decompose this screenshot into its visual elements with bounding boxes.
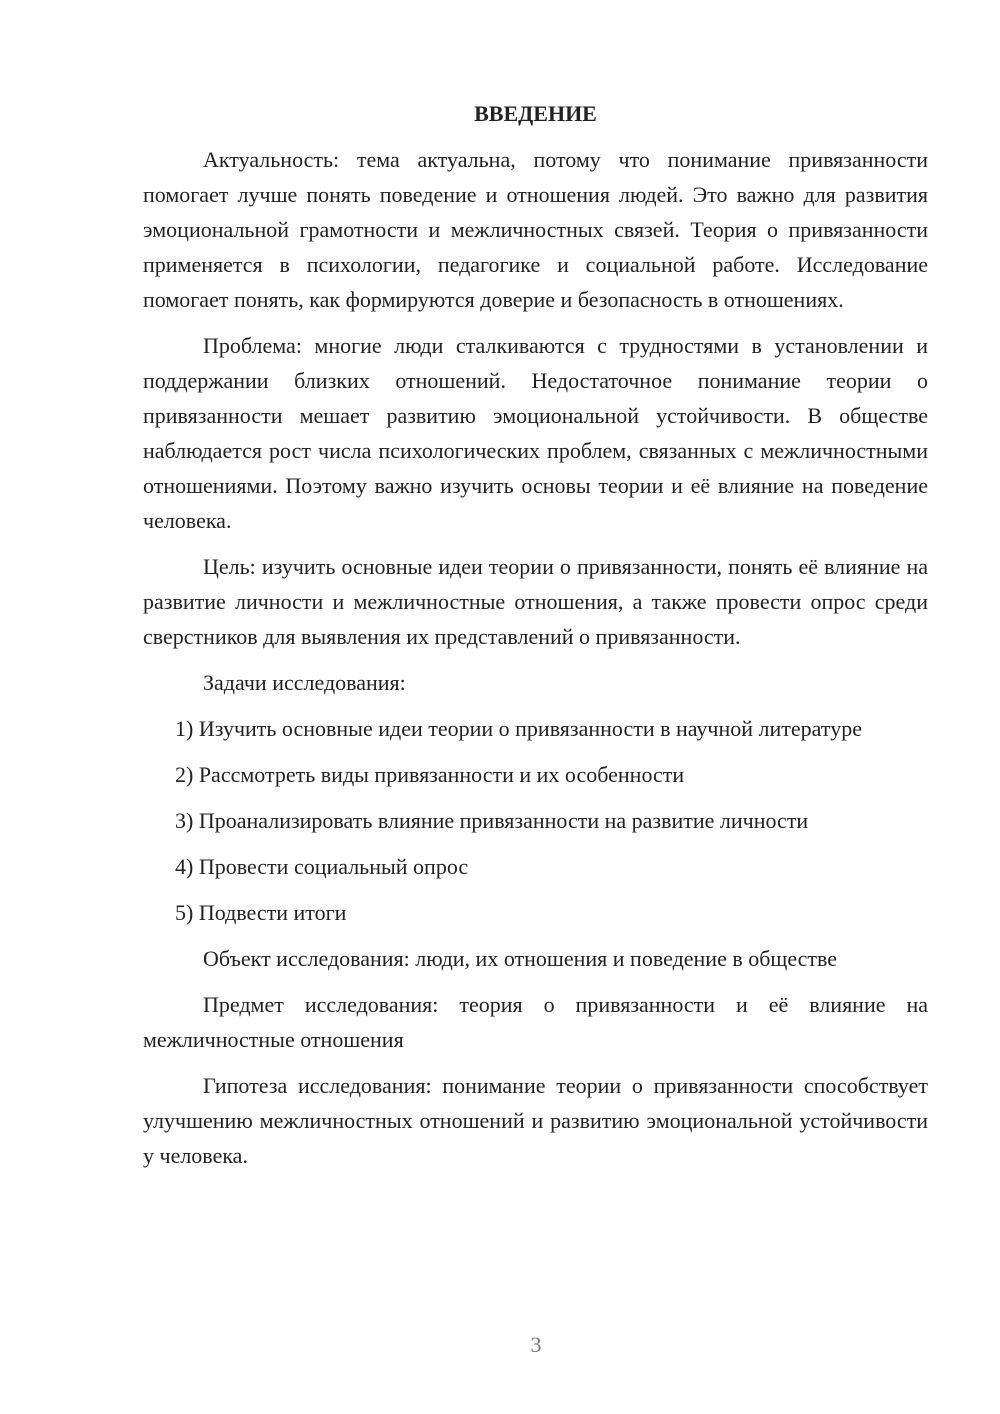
task-item-5: 5) Подвести итоги (175, 900, 347, 925)
paragraph-problem: Проблема: многие люди сталкиваются с трудностями в установлении и поддержании близких отношений. Недостаточное понимание теории о привязанности мешает развитию эмоциональной устойчивости. В обществе наблюдается рост числа психологических проблем, связанных с межличностными отношениями. Поэтому важно изучить основы теории и её влияние на поведение человека. (143, 333, 928, 533)
page-content (143, 96, 928, 1184)
task-item-4: 4) Провести социальный опрос (175, 854, 469, 879)
page-number: 3 (530, 1332, 542, 1357)
section-heading: ВВЕДЕНИЕ (474, 101, 597, 126)
paragraph-subject: Предмет исследования: теория о привязанности и её влияние на межличностные отношения (143, 992, 928, 1052)
task-item-2: 2) Рассмотреть виды привязанности и их особенности (175, 762, 685, 787)
paragraph-object: Объект исследования: люди, их отношения и поведение в обществе (203, 946, 838, 971)
paragraph-relevance: Актуальность: тема актуальна, потому что понимание привязанности помогает лучше понять поведение и отношения людей. Это важно для развития эмоциональной грамотности и межличностных связей. Теория о привязанности применяется в психологии, педагогике и социальной работе. Исследование помогает понять, как формируются доверие и безопасность в отношениях. (143, 147, 928, 312)
task-item-1: 1) Изучить основные идеи теории о привязанности в научной литературе (175, 716, 862, 741)
paragraph-goal: Цель: изучить основные идеи теории о привязанности, понять её влияние на развитие личности и межличностные отношения, а также провести опрос среди сверстников для выявления их представлений о привязанности. (143, 554, 928, 649)
tasks-title: Задачи исследования: (203, 670, 406, 695)
paragraph-hypothesis: Гипотеза исследования: понимание теории о привязанности способствует улучшению межличностных отношений и развитию эмоциональной устойчивости у человека. (143, 1073, 928, 1168)
task-item-3: 3) Проанализировать влияние привязанности на развитие личности (175, 808, 809, 833)
